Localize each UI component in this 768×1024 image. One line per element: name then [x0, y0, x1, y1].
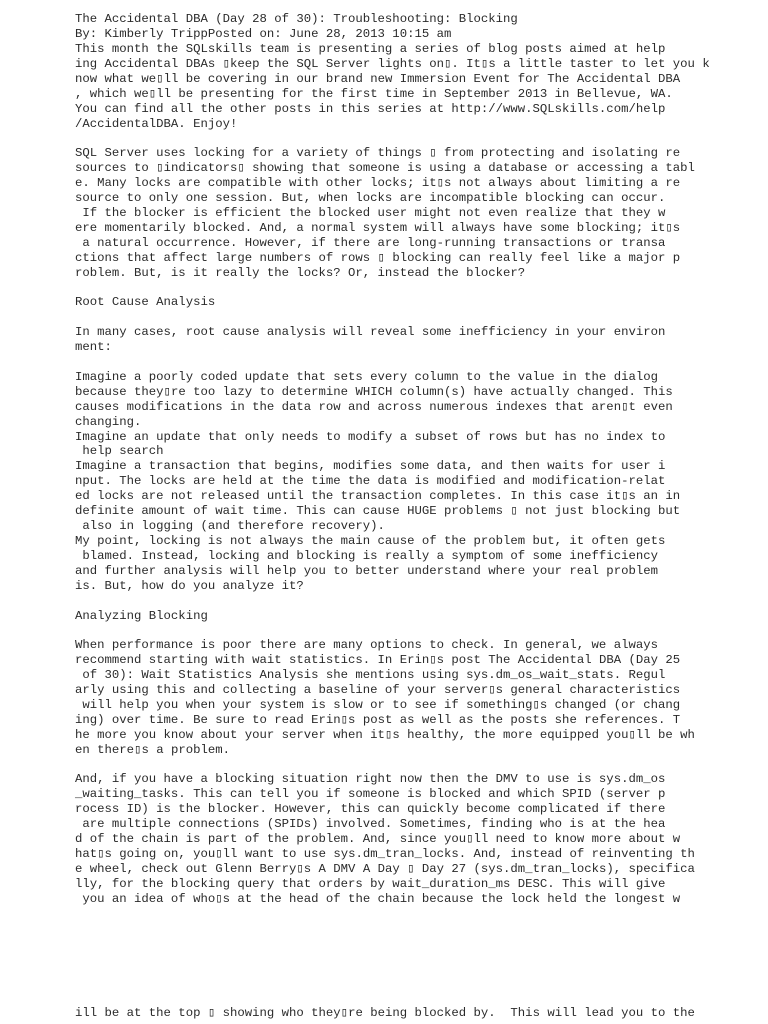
text-line: ctions that affect large numbers of rows ▯ blocking can really feel like a major p — [75, 251, 681, 265]
text-line: When performance is poor there are many options to check. In general, we always — [75, 638, 658, 652]
text-line: ing Accidental DBAs ▯keep the SQL Server lights on▯. It▯s a little taster to let you k — [75, 57, 710, 71]
text-line: By: Kimberly TrippPosted on: June 28, 2013 10:15 am — [75, 27, 452, 41]
text-line: My point, locking is not always the main cause of the problem but, it often gets — [75, 534, 666, 548]
text-line: e wheel, check out Glenn Berry▯s A DMV A Day ▯ Day 27 (sys.dm_tran_locks), specifica — [75, 862, 695, 876]
text-line: changing. — [75, 415, 142, 429]
text-line: sources to ▯indicators▯ showing that someone is using a database or accessing a tabl — [75, 161, 695, 175]
text-line: a natural occurrence. However, if there are long-running transactions or transa — [75, 236, 666, 250]
text-line: blamed. Instead, locking and blocking is really a symptom of some inefficiency — [75, 549, 658, 563]
text-line: Imagine a poorly coded update that sets every column to the value in the dialog — [75, 370, 658, 384]
text-line: Imagine an update that only needs to modify a subset of rows but has no index to — [75, 430, 666, 444]
text-line: also in logging (and therefore recovery). — [75, 519, 385, 533]
text-line: e. Many locks are compatible with other locks; it▯s not always about limiting a re — [75, 176, 681, 190]
text-line: ment: — [75, 340, 112, 354]
text-line: are multiple connections (SPIDs) involved. Sometimes, finding who is at the hea — [75, 817, 666, 831]
text-line: and further analysis will help you to better understand where your real problem — [75, 564, 658, 578]
text-line: This month the SQLskills team is presenting a series of blog posts aimed at help — [75, 42, 666, 56]
text-line: And, if you have a blocking situation right now then the DMV to use is sys.dm_os — [75, 772, 666, 786]
text-line: help search — [75, 444, 164, 458]
text-line: ed locks are not released until the transaction completes. In this case it▯s an in — [75, 489, 681, 503]
text-line: ill be at the top ▯ showing who they▯re being blocked by. This will lead you to the — [75, 1006, 695, 1020]
text-line: is. But, how do you analyze it? — [75, 579, 304, 593]
text-line: rocess ID) is the blocker. However, this can quickly become complicated if there — [75, 802, 666, 816]
text-line: hat▯s going on, you▯ll want to use sys.dm_tran_locks. And, instead of reinventing th — [75, 847, 695, 861]
text-line: lly, for the blocking query that orders by wait_duration_ms DESC. This will give — [75, 877, 666, 891]
text-line: because they▯re too lazy to determine WHICH column(s) have actually changed. This — [75, 385, 673, 399]
text-line: ing) over time. Be sure to read Erin▯s post as well as the posts she references. T — [75, 713, 681, 727]
text-line: arly using this and collecting a baseline of your server▯s general characteristics — [75, 683, 681, 697]
text-line: d of the chain is part of the problem. And, since you▯ll need to know more about w — [75, 832, 681, 846]
text-line: nput. The locks are held at the time the data is modified and modification-relat — [75, 474, 666, 488]
text-line: of 30): Wait Statistics Analysis she mentions using sys.dm_os_wait_stats. Regul — [75, 668, 666, 682]
text-line: ere momentarily blocked. And, a normal system will always have some blocking; it▯s — [75, 221, 681, 235]
text-line: SQL Server uses locking for a variety of things ▯ from protecting and isolating re — [75, 146, 681, 160]
text-line: If the blocker is efficient the blocked user might not even realize that they w — [75, 206, 666, 220]
text-line: You can find all the other posts in this series at http://www.SQLskills.com/help — [75, 102, 666, 116]
text-line: _waiting_tasks. This can tell you if someone is blocked and which SPID (server p — [75, 787, 666, 801]
text-line: source to only one session. But, when locks are incompatible blocking can occur. — [75, 191, 666, 205]
section-heading: Root Cause Analysis — [75, 295, 216, 309]
text-line: will help you when your system is slow or to see if something▯s changed (or chang — [75, 698, 681, 712]
text-line: , which we▯ll be presenting for the first time in September 2013 in Bellevue, WA. — [75, 87, 673, 101]
text-line: Imagine a transaction that begins, modifies some data, and then waits for user i — [75, 459, 666, 473]
text-line: now what we▯ll be covering in our brand new Immersion Event for The Accidental DBA — [75, 72, 681, 86]
text-line: you an idea of who▯s at the head of the chain because the lock held the longest w — [75, 892, 681, 906]
text-line: en there▯s a problem. — [75, 743, 230, 757]
text-line: causes modifications in the data row and across numerous indexes that aren▯t even — [75, 400, 673, 414]
text-line: /AccidentalDBA. Enjoy! — [75, 117, 238, 131]
text-line: he more you know about your server when it▯s healthy, the more equipped you▯ll be wh — [75, 728, 695, 742]
text-line: roblem. But, is it really the locks? Or, instead the blocker? — [75, 266, 526, 280]
text-line: definite amount of wait time. This can cause HUGE problems ▯ not just blocking but — [75, 504, 681, 518]
text-line: The Accidental DBA (Day 28 of 30): Troubleshooting: Blocking — [75, 12, 518, 26]
text-line: recommend starting with wait statistics. In Erin▯s post The Accidental DBA (Day 25 — [75, 653, 681, 667]
text-line: In many cases, root cause analysis will reveal some inefficiency in your environ — [75, 325, 666, 339]
section-heading: Analyzing Blocking — [75, 609, 208, 623]
